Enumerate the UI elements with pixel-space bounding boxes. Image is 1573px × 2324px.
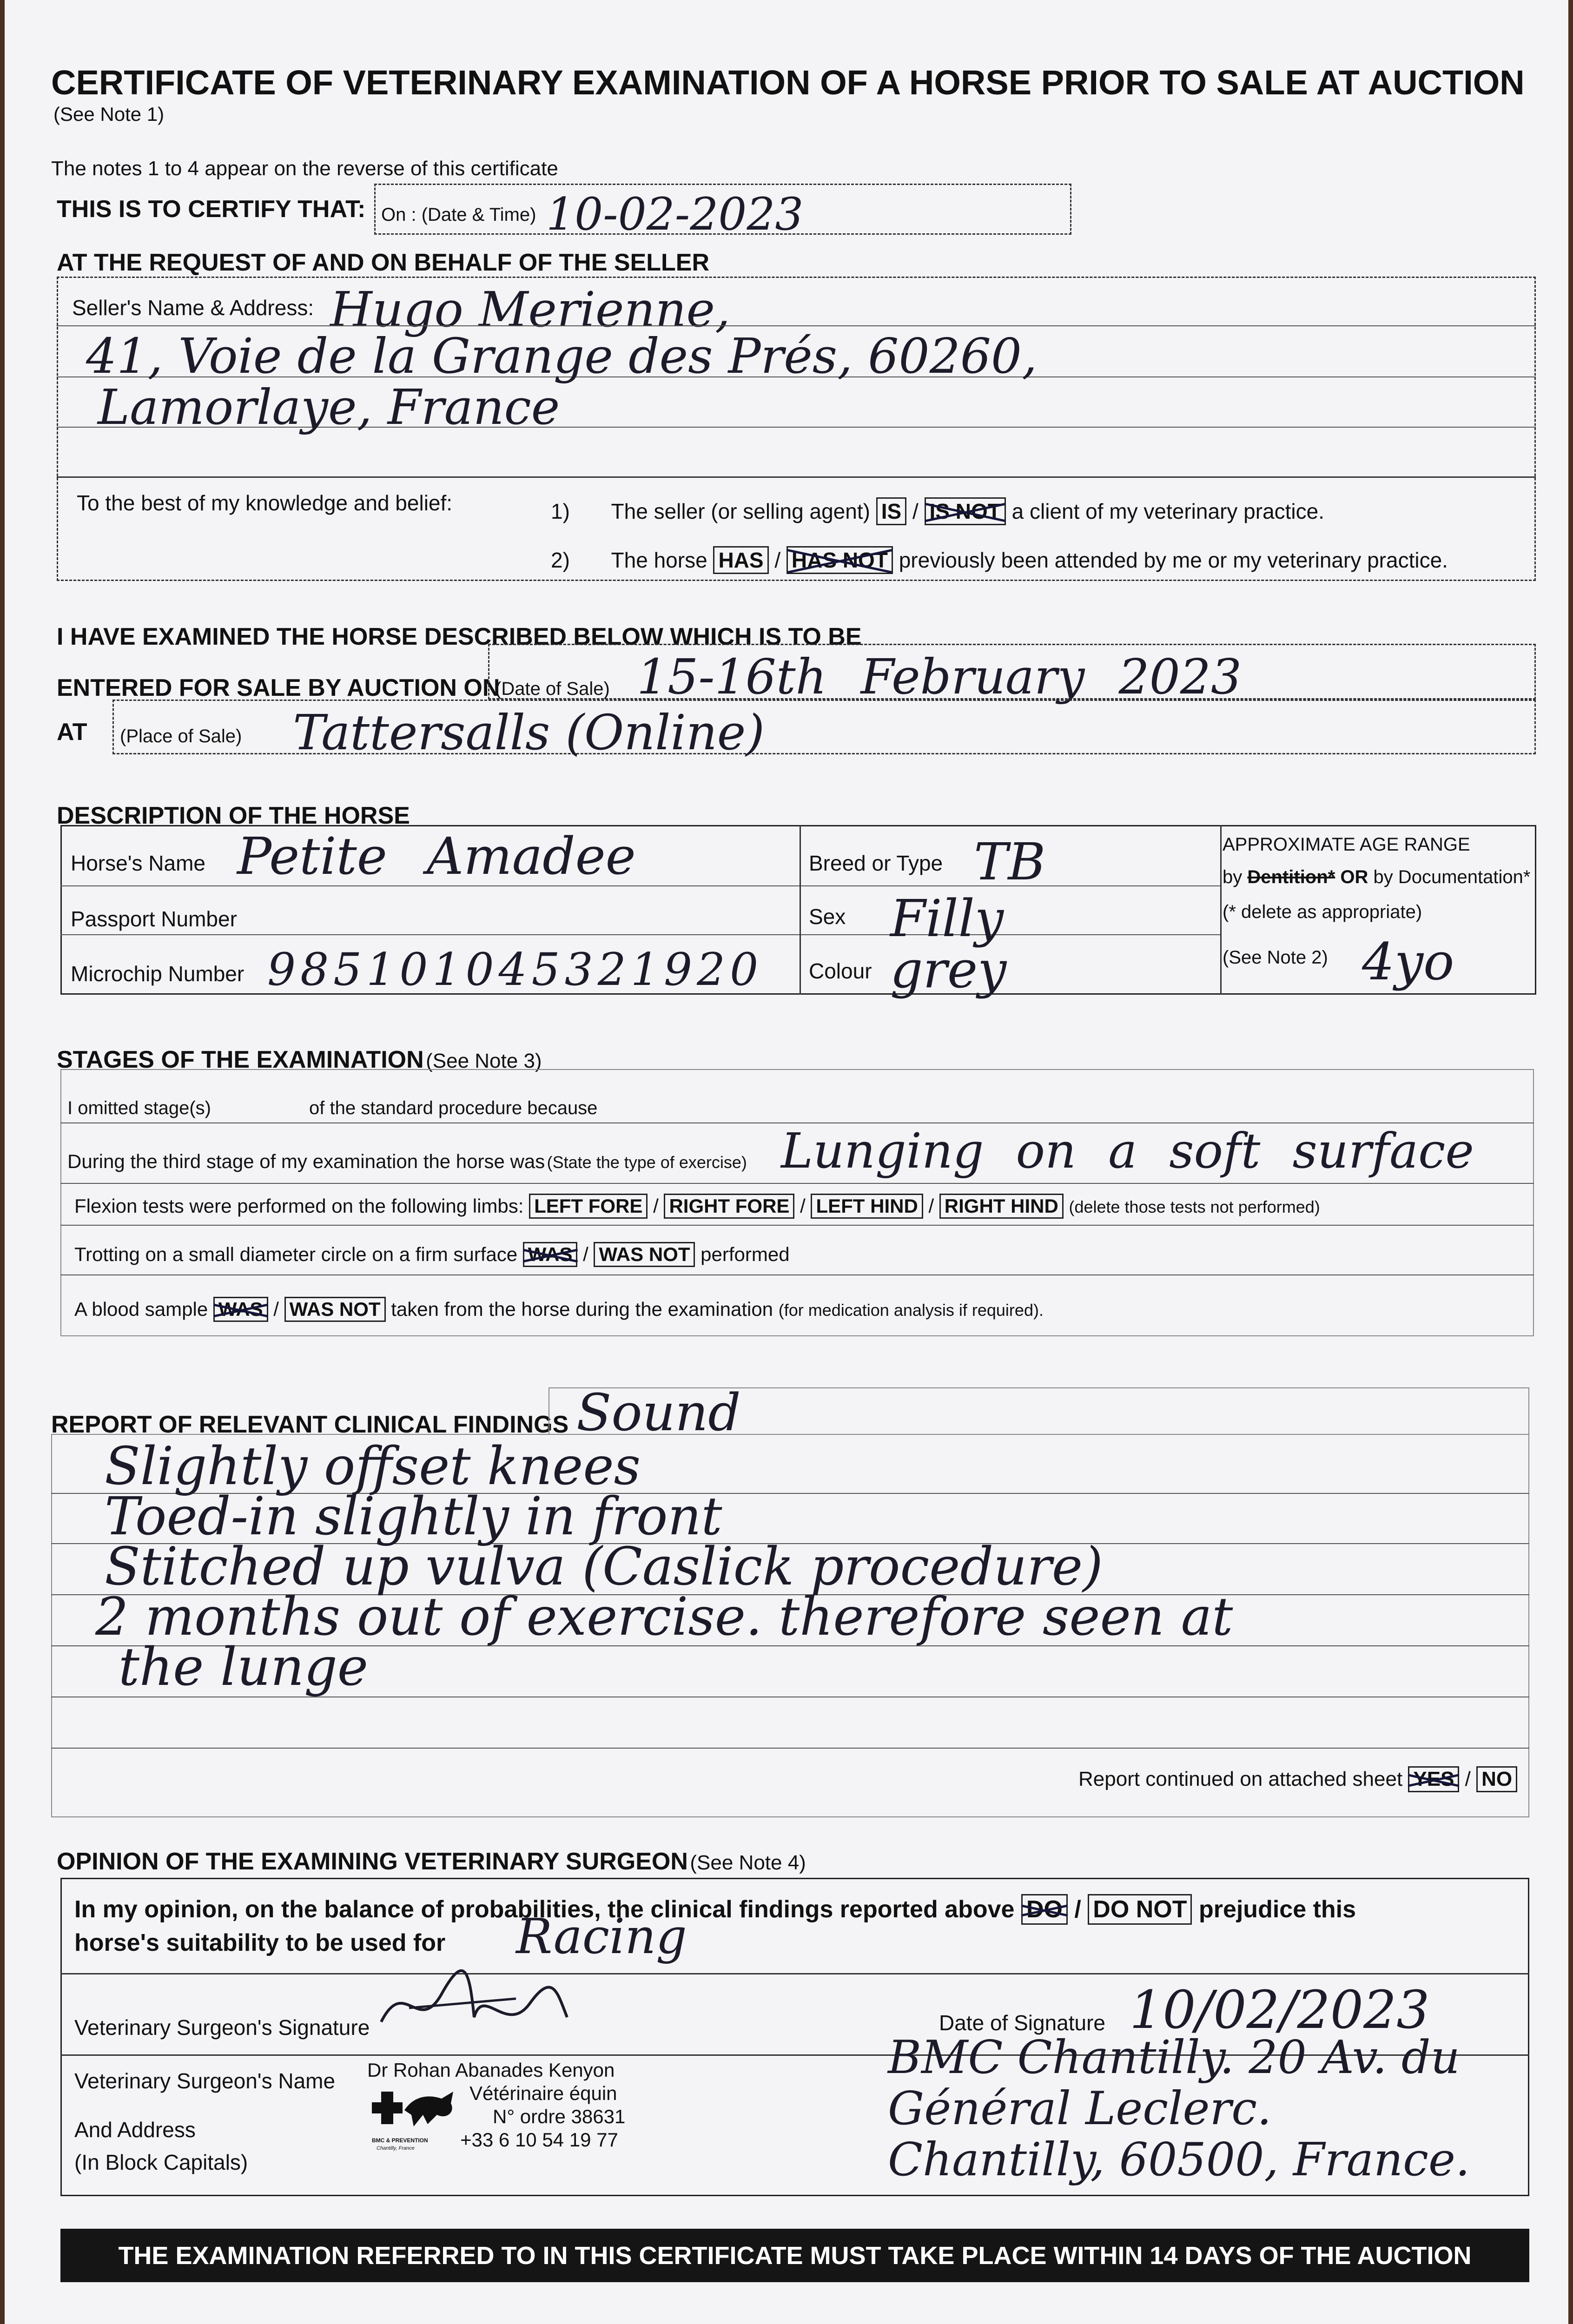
clinic-logo-place: Chantilly, France bbox=[377, 2146, 415, 2151]
stamp-name: Dr Rohan Abanades Kenyon bbox=[367, 2059, 615, 2081]
item1 bbox=[551, 497, 1324, 525]
signature-scribble bbox=[377, 1966, 572, 2045]
flexion-left-hind[interactable]: LEFT HIND bbox=[811, 1194, 923, 1219]
report-line-3[interactable]: Stitched up vulva (Caslick procedure) bbox=[105, 1537, 1103, 1597]
item2 bbox=[551, 546, 1448, 574]
sale-place-label: (Place of Sale) bbox=[120, 726, 242, 746]
breed-label: Breed or Type bbox=[809, 851, 943, 875]
opinion-use-value[interactable]: Racing bbox=[516, 1908, 687, 1965]
on-date-value: 10-02-2023 bbox=[546, 188, 804, 240]
report-continued-row: Report continued on attached sheet YES / NO bbox=[1078, 1766, 1517, 1792]
vet-address-line1[interactable]: BMC Chantilly. 20 Av. du bbox=[888, 2031, 1460, 2084]
stages-note: (See Note 3) bbox=[426, 1050, 542, 1072]
vet-address-line3[interactable]: Chantilly, 60500, France. bbox=[888, 2133, 1470, 2186]
item1-tail: a client of my veterinary practice. bbox=[1011, 499, 1325, 523]
breed-value[interactable]: TB bbox=[974, 832, 1046, 891]
examined-heading: I HAVE EXAMINED THE HORSE DESCRIBED BELOW WHICH IS TO BE bbox=[57, 623, 862, 650]
seller-is-not-option[interactable]: IS NOT bbox=[925, 497, 1006, 525]
item2-number: 2) bbox=[551, 548, 570, 572]
seller-label: Seller's Name & Address: bbox=[72, 296, 314, 320]
clinic-logo bbox=[372, 2087, 465, 2138]
third-stage-label: During the third stage of my examination the horse was bbox=[67, 1150, 545, 1172]
report-summary[interactable]: Sound bbox=[576, 1383, 741, 1442]
block-capitals-label: (In Block Capitals) bbox=[74, 2150, 248, 2174]
colour-value[interactable]: grey bbox=[890, 940, 1007, 999]
at-label: AT bbox=[57, 719, 87, 746]
age-method bbox=[1223, 867, 1530, 888]
passport-label: Passport Number bbox=[71, 907, 237, 931]
stamp-ordre: N° ordre 38631 bbox=[493, 2106, 626, 2127]
colour-label: Colour bbox=[809, 959, 872, 983]
sale-date-value: 15-16th February 2023 bbox=[637, 648, 1242, 705]
report-heading: REPORT OF RELEVANT CLINICAL FINDINGS bbox=[51, 1411, 569, 1438]
date-signature-label: Date of Signature bbox=[939, 2011, 1106, 2035]
trotting-label: Trotting on a small diameter circle on a firm surface bbox=[74, 1243, 518, 1265]
age-heading: APPROXIMATE AGE RANGE bbox=[1223, 834, 1470, 855]
vet-name-label: Veterinary Surgeon's Name bbox=[74, 2069, 336, 2093]
microchip-value[interactable]: 985101045321920 bbox=[267, 944, 763, 996]
footer-banner: THE EXAMINATION REFERRED TO IN THIS CERTIFICATE MUST TAKE PLACE WITHIN 14 DAYS OF THE AUCTION bbox=[60, 2229, 1529, 2282]
horse-name-value[interactable]: Petite Amadee bbox=[237, 826, 636, 886]
blood-was-option[interactable]: WAS bbox=[213, 1297, 268, 1322]
blood-label: A blood sample bbox=[74, 1298, 208, 1320]
trotting-tail: performed bbox=[701, 1243, 790, 1265]
flexion-row: Flexion tests were performed on the following limbs: LEFT FORE / RIGHT FORE / LEFT HIND / RIGHT HIND (delete those tests not performed) bbox=[74, 1194, 1320, 1219]
title-note: (See Note 1) bbox=[53, 103, 165, 125]
trotting-was-option[interactable]: WAS bbox=[523, 1242, 578, 1267]
horse-name-label: Horse's Name bbox=[71, 851, 205, 875]
age-by: by bbox=[1223, 867, 1243, 887]
blood-note: (for medication analysis if required). bbox=[778, 1301, 1044, 1320]
flexion-left-fore[interactable]: LEFT FORE bbox=[529, 1194, 648, 1219]
entered-label: ENTERED FOR SALE BY AUCTION ON bbox=[57, 674, 500, 701]
request-heading: AT THE REQUEST OF AND ON BEHALF OF THE SELLER bbox=[57, 249, 709, 276]
sale-place-value: Tattersalls (Online) bbox=[293, 704, 765, 761]
horse-has-not-option[interactable]: HAS NOT bbox=[786, 546, 893, 574]
opinion-do-option[interactable]: DO bbox=[1021, 1894, 1068, 1925]
report-line-1[interactable]: Slightly offset knees bbox=[105, 1436, 641, 1497]
stages-heading: STAGES OF THE EXAMINATION bbox=[57, 1046, 424, 1073]
stamp-title: Vétérinaire équin bbox=[469, 2082, 617, 2104]
seller-address-line1[interactable]: 41, Voie de la Grange des Prés, 60260, bbox=[86, 328, 1038, 384]
flexion-label: Flexion tests were performed on the following limbs: bbox=[74, 1195, 524, 1217]
report-continued-yes[interactable]: YES bbox=[1408, 1766, 1459, 1792]
report-line-4[interactable]: 2 months out of exercise. therefore seen at bbox=[95, 1587, 1233, 1647]
blood-row: A blood sample WAS / WAS NOT taken from the horse during the examination (for medication analysis if required). bbox=[74, 1297, 1044, 1322]
flexion-right-fore[interactable]: RIGHT FORE bbox=[664, 1194, 794, 1219]
certificate-title: CERTIFICATE OF VETERINARY EXAMINATION OF A HORSE PRIOR TO SALE AT AUCTION bbox=[51, 63, 1525, 102]
belief-label: To the best of my knowledge and belief: bbox=[77, 491, 453, 515]
clinic-logo-text: BMC & PREVENTION bbox=[372, 2137, 428, 2144]
opinion-statement-a: In my opinion, on the balance of probabilities, the clinical findings reported above bbox=[74, 1896, 1015, 1923]
trotting-row: Trotting on a small diameter circle on a firm surface WAS / WAS NOT performed bbox=[74, 1242, 790, 1267]
item2-tail: previously been attended by me or my veterinary practice. bbox=[899, 548, 1448, 572]
sale-date-label: (Date of Sale) bbox=[495, 679, 610, 699]
flexion-right-hind[interactable]: RIGHT HIND bbox=[939, 1194, 1064, 1219]
seller-name[interactable]: Hugo Merienne, bbox=[330, 281, 731, 338]
on-date-label: On : (Date & Time) bbox=[381, 205, 536, 225]
report-continued-label: Report continued on attached sheet bbox=[1078, 1768, 1403, 1790]
opinion-statement-b: prejudice this bbox=[1198, 1896, 1356, 1923]
vet-address-line2[interactable]: Général Leclerc. bbox=[888, 2082, 1272, 2135]
age-or: OR bbox=[1340, 867, 1368, 887]
signature-label: Veterinary Surgeon's Signature bbox=[74, 2015, 370, 2040]
flexion-note: (delete those tests not performed) bbox=[1069, 1197, 1320, 1216]
opinion-statement-row: In my opinion, on the balance of probabilities, the clinical findings reported above DO / DO NOT prejudice this bbox=[74, 1894, 1356, 1925]
opinion-do-not-option[interactable]: DO NOT bbox=[1088, 1894, 1192, 1925]
stamp-phone: +33 6 10 54 19 77 bbox=[460, 2129, 618, 2151]
third-stage-row bbox=[67, 1150, 747, 1173]
report-line-2[interactable]: Toed-in slightly in front bbox=[105, 1486, 722, 1547]
omitted-label: I omitted stage(s) bbox=[67, 1098, 211, 1118]
age-delete-note: (* delete as appropriate) bbox=[1223, 902, 1422, 922]
report-continued-no[interactable]: NO bbox=[1476, 1766, 1517, 1792]
age-see-note: (See Note 2) bbox=[1223, 947, 1328, 968]
slash: / bbox=[912, 499, 919, 523]
slash: / bbox=[774, 548, 781, 572]
omitted-tail: of the standard procedure because bbox=[309, 1098, 598, 1118]
trotting-was-not-option[interactable]: WAS NOT bbox=[594, 1242, 695, 1267]
age-value[interactable]: 4yo bbox=[1362, 932, 1454, 991]
item1-text: The seller (or selling agent) bbox=[611, 499, 870, 523]
certify-label: THIS IS TO CERTIFY THAT: bbox=[57, 196, 366, 223]
opinion-statement-c: horse's suitability to be used for bbox=[74, 1929, 446, 1956]
age-dentition-option[interactable]: Dentition* bbox=[1247, 867, 1335, 887]
third-stage-note: (State the type of exercise) bbox=[547, 1153, 747, 1172]
sex-value[interactable]: Filly bbox=[890, 889, 1004, 948]
date-signature-value[interactable]: 10/02/2023 bbox=[1130, 1980, 1430, 2040]
seller-is-option[interactable]: IS bbox=[876, 497, 906, 525]
opinion-note: (See Note 4) bbox=[690, 1851, 806, 1874]
certificate-page bbox=[5, 0, 1568, 2324]
opinion-heading-row bbox=[57, 1848, 806, 1875]
item2-text: The horse bbox=[611, 548, 707, 572]
sex-label: Sex bbox=[809, 905, 846, 929]
third-stage-value[interactable]: Lunging on a soft surface bbox=[781, 1122, 1474, 1179]
horse-has-option[interactable]: HAS bbox=[713, 546, 768, 574]
report-line-5[interactable]: the lunge bbox=[119, 1637, 369, 1697]
age-documentation-option[interactable]: by Documentation* bbox=[1373, 867, 1531, 887]
blood-was-not-option[interactable]: WAS NOT bbox=[284, 1297, 386, 1322]
vet-address-label: And Address bbox=[74, 2118, 196, 2142]
seller-address-line2[interactable]: Lamorlaye, France bbox=[98, 379, 560, 436]
horse-heading: DESCRIPTION OF THE HORSE bbox=[57, 802, 410, 829]
microchip-label: Microchip Number bbox=[71, 962, 245, 986]
opinion-heading: OPINION OF THE EXAMINING VETERINARY SURGEON bbox=[57, 1848, 688, 1875]
blood-tail: taken from the horse during the examination bbox=[391, 1298, 773, 1320]
notes-intro: The notes 1 to 4 appear on the reverse of this certificate bbox=[51, 157, 558, 180]
item1-number: 1) bbox=[551, 499, 570, 523]
